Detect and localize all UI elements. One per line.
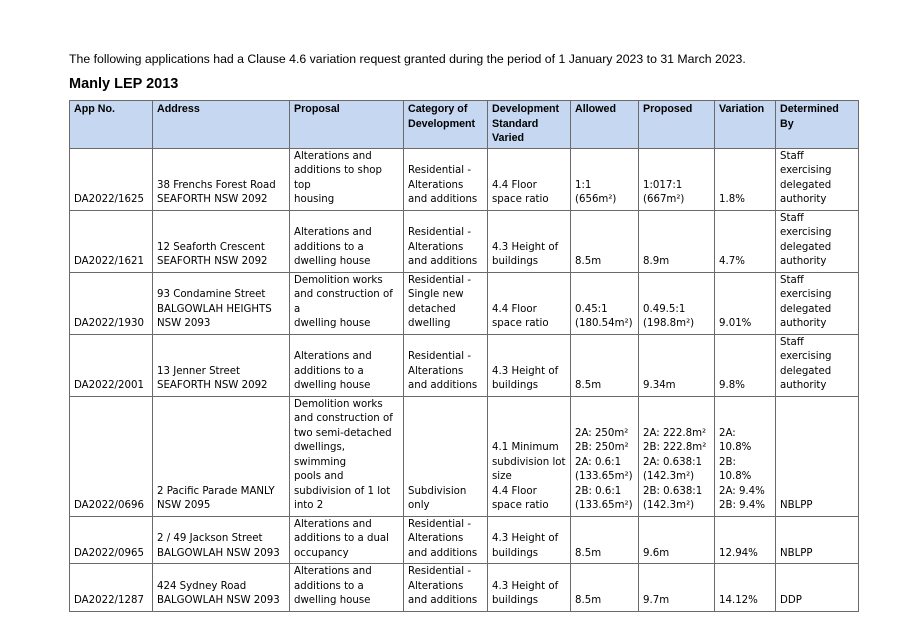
cell-allowed: 8.5m bbox=[571, 516, 639, 564]
cell-proposal: Alterations and additions to shop top housing bbox=[290, 148, 404, 210]
cell-category: Residential - Alterations and additions bbox=[404, 564, 488, 612]
cell-variation: 4.7% bbox=[715, 210, 776, 272]
cell-address: 424 Sydney Road BALGOWLAH NSW 2093 bbox=[153, 564, 290, 612]
cell-category: Residential - Alterations and additions bbox=[404, 334, 488, 396]
cell-determined: NBLPP bbox=[776, 396, 859, 516]
header-address: Address bbox=[153, 101, 290, 149]
cell-allowed: 8.5m bbox=[571, 564, 639, 612]
cell-proposed: 9.6m bbox=[639, 516, 715, 564]
intro-paragraph: The following applications had a Clause 4.6 variation request granted during the period of 1 January 2023 to 31 March 2023. bbox=[69, 52, 746, 66]
cell-standard: 4.3 Height of buildings bbox=[488, 210, 571, 272]
table-header-row bbox=[70, 101, 859, 149]
cell-proposed: 9.34m bbox=[639, 334, 715, 396]
cell-address: 2 / 49 Jackson Street BALGOWLAH NSW 2093 bbox=[153, 516, 290, 564]
cell-app-no: DA2022/1625 bbox=[70, 148, 153, 210]
cell-allowed: 8.5m bbox=[571, 334, 639, 396]
cell-variation: 9.8% bbox=[715, 334, 776, 396]
header-app-no: App No. bbox=[70, 101, 153, 149]
cell-category: Residential - Single new detached dwelling bbox=[404, 272, 488, 334]
cell-variation: 2A: 10.8% 2B: 10.8% 2A: 9.4% 2B: 9.4% bbox=[715, 396, 776, 516]
cell-proposed: 8.9m bbox=[639, 210, 715, 272]
cell-proposal: Alterations and additions to a dwelling house bbox=[290, 334, 404, 396]
cell-standard: 4.4 Floor space ratio bbox=[488, 148, 571, 210]
table-row bbox=[70, 396, 859, 516]
cell-proposal: Demolition works and construction of two semi-detached dwellings, swimming pools and subdivision of 1 lot into 2 bbox=[290, 396, 404, 516]
table-row bbox=[70, 516, 859, 564]
cell-app-no: DA2022/0965 bbox=[70, 516, 153, 564]
cell-app-no: DA2022/1930 bbox=[70, 272, 153, 334]
cell-address: 2 Pacific Parade MANLY NSW 2095 bbox=[153, 396, 290, 516]
cell-address: 93 Condamine Street BALGOWLAH HEIGHTS NSW 2093 bbox=[153, 272, 290, 334]
cell-standard: 4.4 Floor space ratio bbox=[488, 272, 571, 334]
cell-proposal: Alterations and additions to a dwelling house bbox=[290, 210, 404, 272]
cell-category: Residential - Alterations and additions bbox=[404, 210, 488, 272]
header-determined: Determined By bbox=[776, 101, 859, 149]
cell-app-no: DA2022/0696 bbox=[70, 396, 153, 516]
cell-determined: NBLPP bbox=[776, 516, 859, 564]
cell-determined: Staff exercising delegated authority bbox=[776, 148, 859, 210]
cell-proposed: 0.49.5:1 (198.8m²) bbox=[639, 272, 715, 334]
cell-proposal: Alterations and additions to a dual occupancy bbox=[290, 516, 404, 564]
cell-determined: Staff exercising delegated authority bbox=[776, 272, 859, 334]
cell-proposal: Alterations and additions to a dwelling house bbox=[290, 564, 404, 612]
cell-variation: 12.94% bbox=[715, 516, 776, 564]
cell-allowed: 0.45:1 (180.54m²) bbox=[571, 272, 639, 334]
cell-standard: 4.3 Height of buildings bbox=[488, 564, 571, 612]
cell-category: Residential - Alterations and additions bbox=[404, 148, 488, 210]
variations-table bbox=[69, 100, 859, 612]
cell-standard: 4.3 Height of buildings bbox=[488, 516, 571, 564]
section-heading: Manly LEP 2013 bbox=[69, 76, 179, 92]
cell-address: 38 Frenchs Forest Road SEAFORTH NSW 2092 bbox=[153, 148, 290, 210]
cell-app-no: DA2022/2001 bbox=[70, 334, 153, 396]
header-variation: Variation bbox=[715, 101, 776, 149]
header-standard: Development Standard Varied bbox=[488, 101, 571, 149]
header-proposal: Proposal bbox=[290, 101, 404, 149]
cell-proposed: 1:017:1 (667m²) bbox=[639, 148, 715, 210]
cell-app-no: DA2022/1287 bbox=[70, 564, 153, 612]
header-category: Category of Development bbox=[404, 101, 488, 149]
table-row bbox=[70, 564, 859, 612]
cell-allowed: 1:1 (656m²) bbox=[571, 148, 639, 210]
cell-standard: 4.3 Height of buildings bbox=[488, 334, 571, 396]
cell-address: 13 Jenner Street SEAFORTH NSW 2092 bbox=[153, 334, 290, 396]
cell-category: Residential - Alterations and additions bbox=[404, 516, 488, 564]
cell-address: 12 Seaforth Crescent SEAFORTH NSW 2092 bbox=[153, 210, 290, 272]
table-row bbox=[70, 272, 859, 334]
cell-variation: 9.01% bbox=[715, 272, 776, 334]
cell-proposed: 2A: 222.8m² 2B: 222.8m² 2A: 0.638:1 (142.3m²) 2B: 0.638:1 (142.3m²) bbox=[639, 396, 715, 516]
cell-determined: DDP bbox=[776, 564, 859, 612]
table-row bbox=[70, 334, 859, 396]
cell-category: Subdivision only bbox=[404, 396, 488, 516]
cell-allowed: 8.5m bbox=[571, 210, 639, 272]
header-allowed: Allowed bbox=[571, 101, 639, 149]
cell-variation: 1.8% bbox=[715, 148, 776, 210]
cell-determined: Staff exercising delegated authority bbox=[776, 210, 859, 272]
cell-proposal: Demolition works and construction of a dwelling house bbox=[290, 272, 404, 334]
cell-determined: Staff exercising delegated authority bbox=[776, 334, 859, 396]
table-row bbox=[70, 210, 859, 272]
table-row bbox=[70, 148, 859, 210]
cell-allowed: 2A: 250m² 2B: 250m² 2A: 0.6:1 (133.65m²) 2B: 0.6:1 (133.65m²) bbox=[571, 396, 639, 516]
cell-app-no: DA2022/1621 bbox=[70, 210, 153, 272]
cell-standard: 4.1 Minimum subdivision lot size 4.4 Floor space ratio bbox=[488, 396, 571, 516]
cell-variation: 14.12% bbox=[715, 564, 776, 612]
cell-proposed: 9.7m bbox=[639, 564, 715, 612]
header-proposed: Proposed bbox=[639, 101, 715, 149]
